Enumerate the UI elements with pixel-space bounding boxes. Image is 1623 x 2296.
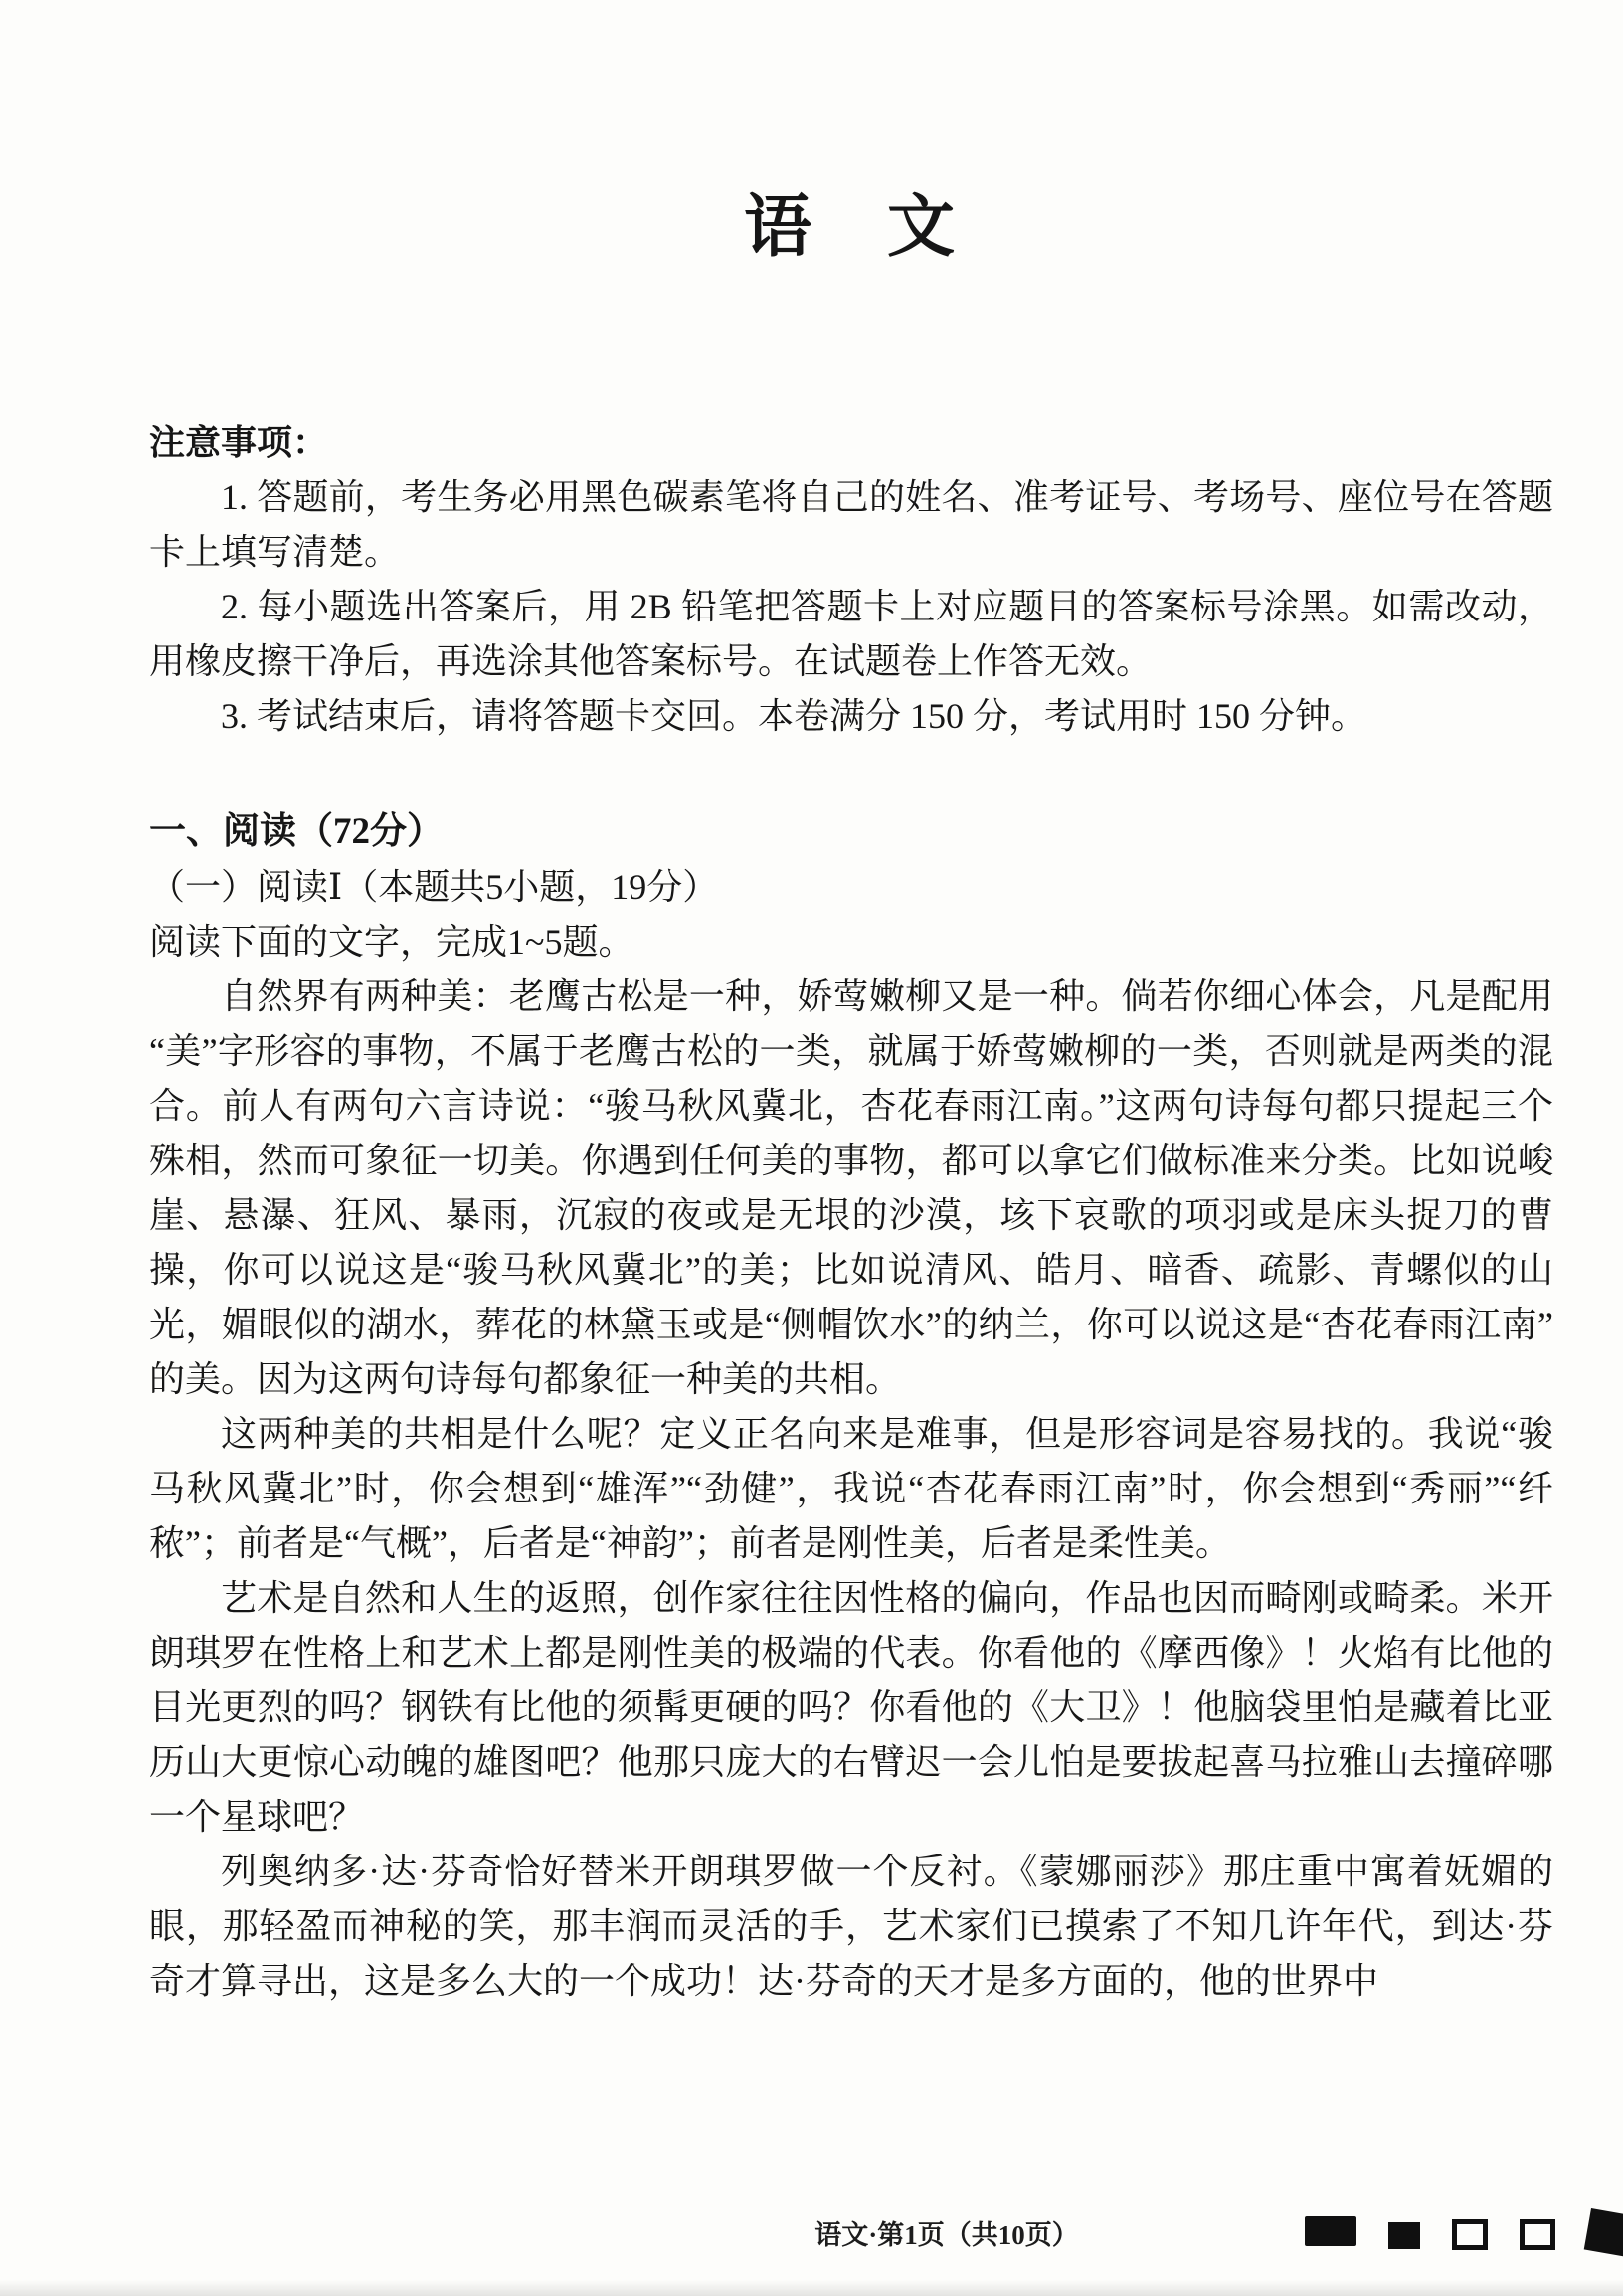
- notice-item-2: 2. 每小题选出答案后，用 2B 铅笔把答题卡上对应题目的答案标号涂黑。如需改动，用橡皮擦干净后，再选涂其他答案标号。在试题卷上作答无效。: [149, 586, 1553, 681]
- exam-title: 语 文: [743, 189, 959, 265]
- reading-section: [149, 803, 1553, 2009]
- page-content: [149, 0, 1553, 2009]
- passage-paragraph-3: 艺术是自然和人生的返照，创作家往往因性格的偏向，作品也因而畸刚或畸柔。米开朗琪罗在性格上和艺术上都是刚性美的极端的代表。你看他的《摩西像》！火焰有比他的目光更烈的吗？钢铁有比他的须髯更硬的吗？你看他的《大卫》！他脑袋里怕是藏着比亚历山大更惊心动魄的雄图吧？他那只庞大的右臂迟一会儿怕是要拔起喜马拉雅山去撞碎哪一个星球吧？: [149, 1577, 1553, 1837]
- page-footer: 语文·第1页（共10页）: [814, 2220, 1079, 2250]
- passage-paragraph-2: 这两种美的共相是什么呢？定义正名向来是难事，但是形容词是容易找的。我说“骏马秋风冀北”时，你会想到“雄浑”“劲健”，我说“杏花春雨江南”时，你会想到“秀丽”“纤秾”；前者是“气概”，后者是“神韵”；前者是刚性美，后者是柔性美。: [149, 1413, 1553, 1563]
- print-registration-marks: [1305, 2208, 1623, 2254]
- passage-paragraph-4: 列奥纳多·达·芬奇恰好替米开朗琪罗做一个反衬。《蒙娜丽莎》那庄重中寓着妩媚的眼，那轻盈而神秘的笑，那丰润而灵活的手，艺术家们已摸索了不知几许年代，到达·芬奇才算寻出，这是多么大的一个成功！达·芬奇的天才是多方面的，他的世界中: [149, 1851, 1553, 2001]
- print-mark-filled-rectangle-icon: [1305, 2216, 1356, 2246]
- print-mark-outline-square-2-icon: [1520, 2219, 1555, 2250]
- section-heading: 一、阅读（72分）: [149, 810, 444, 852]
- print-mark-outline-square-icon: [1452, 2219, 1488, 2250]
- notice-heading: 注意事项：: [149, 422, 329, 462]
- notice-item-1: 1. 答题前，考生务必用黑色碳素笔将自己的姓名、准考证号、考场号、座位号在答题卡上填写清楚。: [149, 476, 1553, 572]
- section-subheading: （一）阅读Ⅰ（本题共5小题，19分）: [149, 866, 719, 907]
- print-mark-filled-square-icon: [1388, 2222, 1420, 2249]
- passage-paragraph-1: 自然界有两种美：老鹰古松是一种，娇莺嫩柳又是一种。倘若你细心体会，凡是配用“美”字形容的事物，不属于老鹰古松的一类，就属于娇莺嫩柳的一类，否则就是两类的混合。前人有两句六言诗说：“骏马秋风冀北，杏花春雨江南。”这两句诗每句都只提起三个殊相，然而可象征一切美。你遇到任何美的事物，都可以拿它们做标准来分类。比如说峻崖、悬瀑、狂风、暴雨，沉寂的夜或是无垠的沙漠，垓下哀歌的项羽或是床头捉刀的曹操，你可以说这是“骏马秋风冀北”的美；比如说清风、皓月、暗香、疏影、青螺似的山光，媚眼似的湖水，葬花的林黛玉或是“侧帽饮水”的纳兰，你可以说这是“杏花春雨江南”的美。因为这两句诗每句都象征一种美的共相。: [149, 975, 1553, 1399]
- passage-instruction: 阅读下面的文字，完成1~5题。: [149, 921, 634, 962]
- print-mark-clipped-square-icon: [1584, 2208, 1623, 2258]
- notice-section: [149, 416, 1553, 744]
- notice-item-3: 3. 考试结束后，请将答题卡交回。本卷满分 150 分，考试用时 150 分钟。: [221, 695, 1367, 736]
